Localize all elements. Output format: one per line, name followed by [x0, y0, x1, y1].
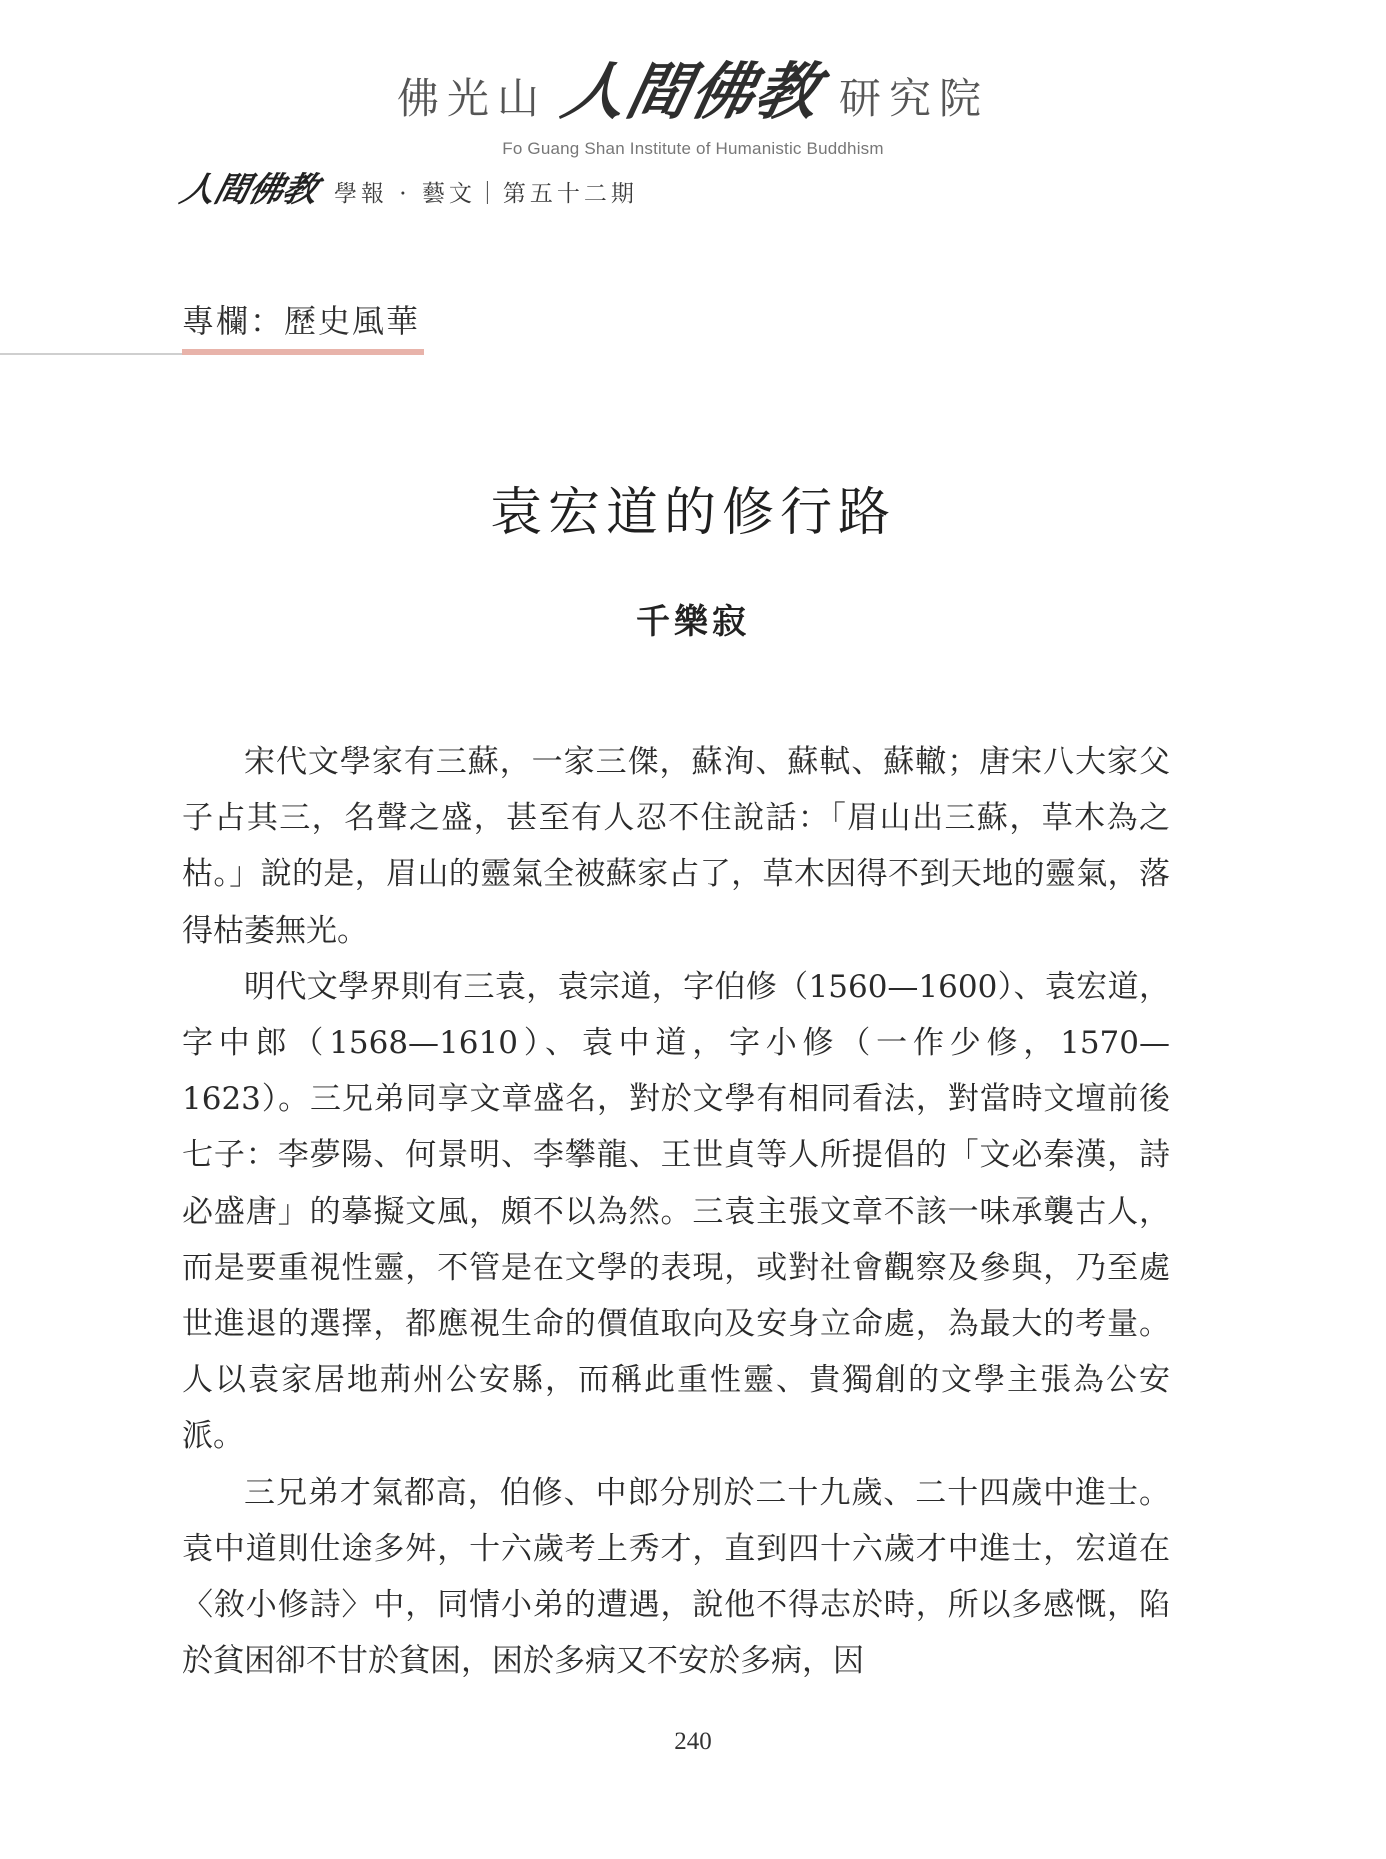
body-paragraph: 三兄弟才氣都高，伯修、中郎分別於二十九歲、二十四歲中進士。袁中道則仕途多舛，十六歲考上秀才，直到四十六歲才中進士，宏道在〈敘小修詩〉中，同情小弟的遭遇，說他不得志於時，所以多感慨，陷於貧困卻不甘於貧困，困於多病又不安於多病，因	[182, 1474, 1170, 1680]
journal-running-header	[176, 162, 638, 211]
institute-english-name: Fo Guang Shan Institute of Humanistic Buddhism	[502, 139, 884, 158]
page-number: 240	[674, 1728, 712, 1755]
article-title: 袁宏道的修行路	[489, 483, 896, 543]
journal-logo: 人間佛教	[176, 170, 323, 210]
institute-name-right: 研究院	[839, 74, 990, 123]
institute-name-left: 佛光山	[396, 74, 547, 123]
journal-issue-info: 學報 · 藝文｜第五十二期	[334, 181, 638, 207]
body-paragraph: 明代文學界則有三袁，袁宗道，字伯修（1560—1600）、袁宏道，字中郎（1568—1610）、袁中道，字小修（一作少修，1570—1623）。三兄弟同享文章盛名，對於文學有相同看法，對當時文壇前後七子：李夢陽、何景明、李攀龍、王世貞等人所提倡的「文必秦漢，詩必盛唐」的摹擬文風，頗不以為然。三袁主張文章不該一味承襲古人，而是要重視性靈，不管是在文學的表現，或對社會觀察及參與，乃至處世進退的選擇，都應視生命的價值取向及安身立命處，為最大的考量。人以袁家居地荊州公安縣，而稱此重性靈、貴獨創的文學主張為公安派。	[182, 968, 1170, 1455]
institute-logo-calligraphy: 人間佛教	[556, 55, 828, 128]
body-paragraph: 宋代文學家有三蘇，一家三傑，蘇洵、蘇軾、蘇轍；唐宋八大家父子占其三，名聲之盛，甚至有人忍不住說話：「眉山出三蘇，草木為之枯。」說的是，眉山的靈氣全被蘇家占了，草木因得不到天地的靈氣，落得枯萎無光。	[182, 744, 1170, 949]
institute-header	[0, 42, 1386, 159]
article-body	[182, 734, 1170, 1689]
column-accent-underline	[182, 349, 424, 355]
column-divider-line	[0, 353, 182, 355]
article-author: 千樂寂	[636, 602, 750, 642]
institute-name	[397, 42, 989, 131]
column-label: 專欄：歷史風華	[182, 302, 421, 340]
